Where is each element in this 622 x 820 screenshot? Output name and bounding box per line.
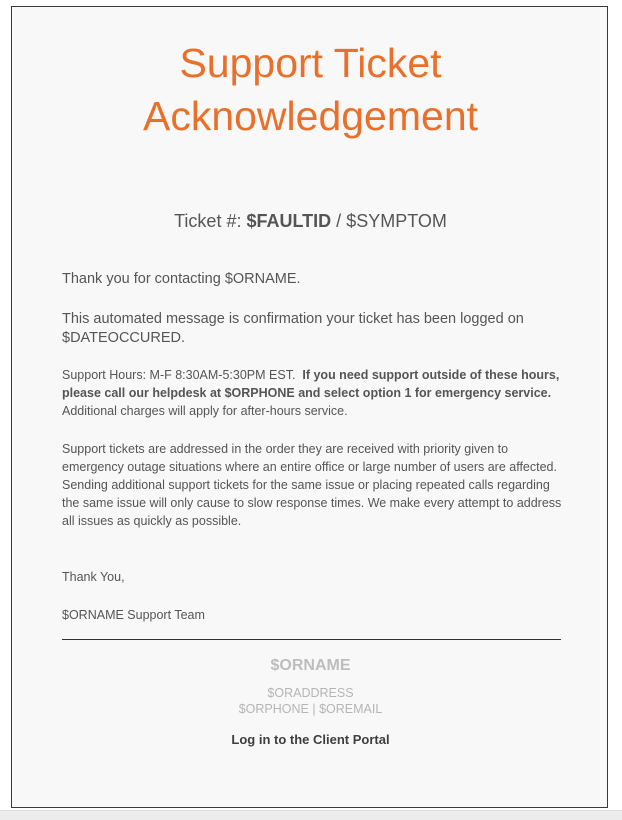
ticket-prefix: Ticket #: <box>174 211 242 231</box>
footer-address: $ORADDRESS <box>267 686 354 700</box>
email-card <box>11 6 608 808</box>
footer-divider <box>62 639 561 640</box>
ticket-fault-id: $FAULTID <box>246 211 332 231</box>
hours-normal: Support Hours: M-F 8:30AM-5:30PM EST. <box>62 368 296 382</box>
footer-org-name: $ORNAME <box>270 657 351 674</box>
policy-paragraph: Support tickets are addressed in the order they are received with priority given to emergency outage situations where an entire office or large number of users are affected. Sending additional support tickets for the same issue or placing repeated calls regarding the same issue will only cause to slow response times. We make every attempt to address all issues as quickly as possible. <box>62 442 562 528</box>
support-hours-paragraph <box>62 366 562 420</box>
confirmation-paragraph: This automated message is confirmation your ticket has been logged on $DATEOCCURED. <box>62 311 524 346</box>
title-line-1: Support Ticket <box>179 40 442 86</box>
footer-contact-separator: | <box>312 702 316 716</box>
client-portal-link[interactable]: Log in to the Client Portal <box>231 732 390 747</box>
page-title <box>12 37 609 143</box>
sign-off: Thank You, <box>62 570 125 584</box>
footer-contact <box>12 685 609 717</box>
footer-phone-email <box>12 701 609 717</box>
footer-phone: $ORPHONE <box>238 702 309 716</box>
greeting-paragraph: Thank you for contacting $ORNAME. <box>62 271 301 287</box>
signature: $ORNAME Support Team <box>62 608 205 622</box>
ticket-separator: / <box>336 211 342 231</box>
ticket-heading <box>12 208 609 234</box>
title-line-2: Acknowledgement <box>142 93 479 139</box>
hours-bold: If you need support outside of these hours, please call our helpdesk at $ORPHONE and select option 1 for emergency service. <box>62 368 560 400</box>
hours-after: Additional charges will apply for after-hours service. <box>62 404 348 418</box>
footer-email[interactable]: $OREMAIL <box>319 702 383 716</box>
ticket-symptom: $SYMPTOM <box>346 211 447 231</box>
